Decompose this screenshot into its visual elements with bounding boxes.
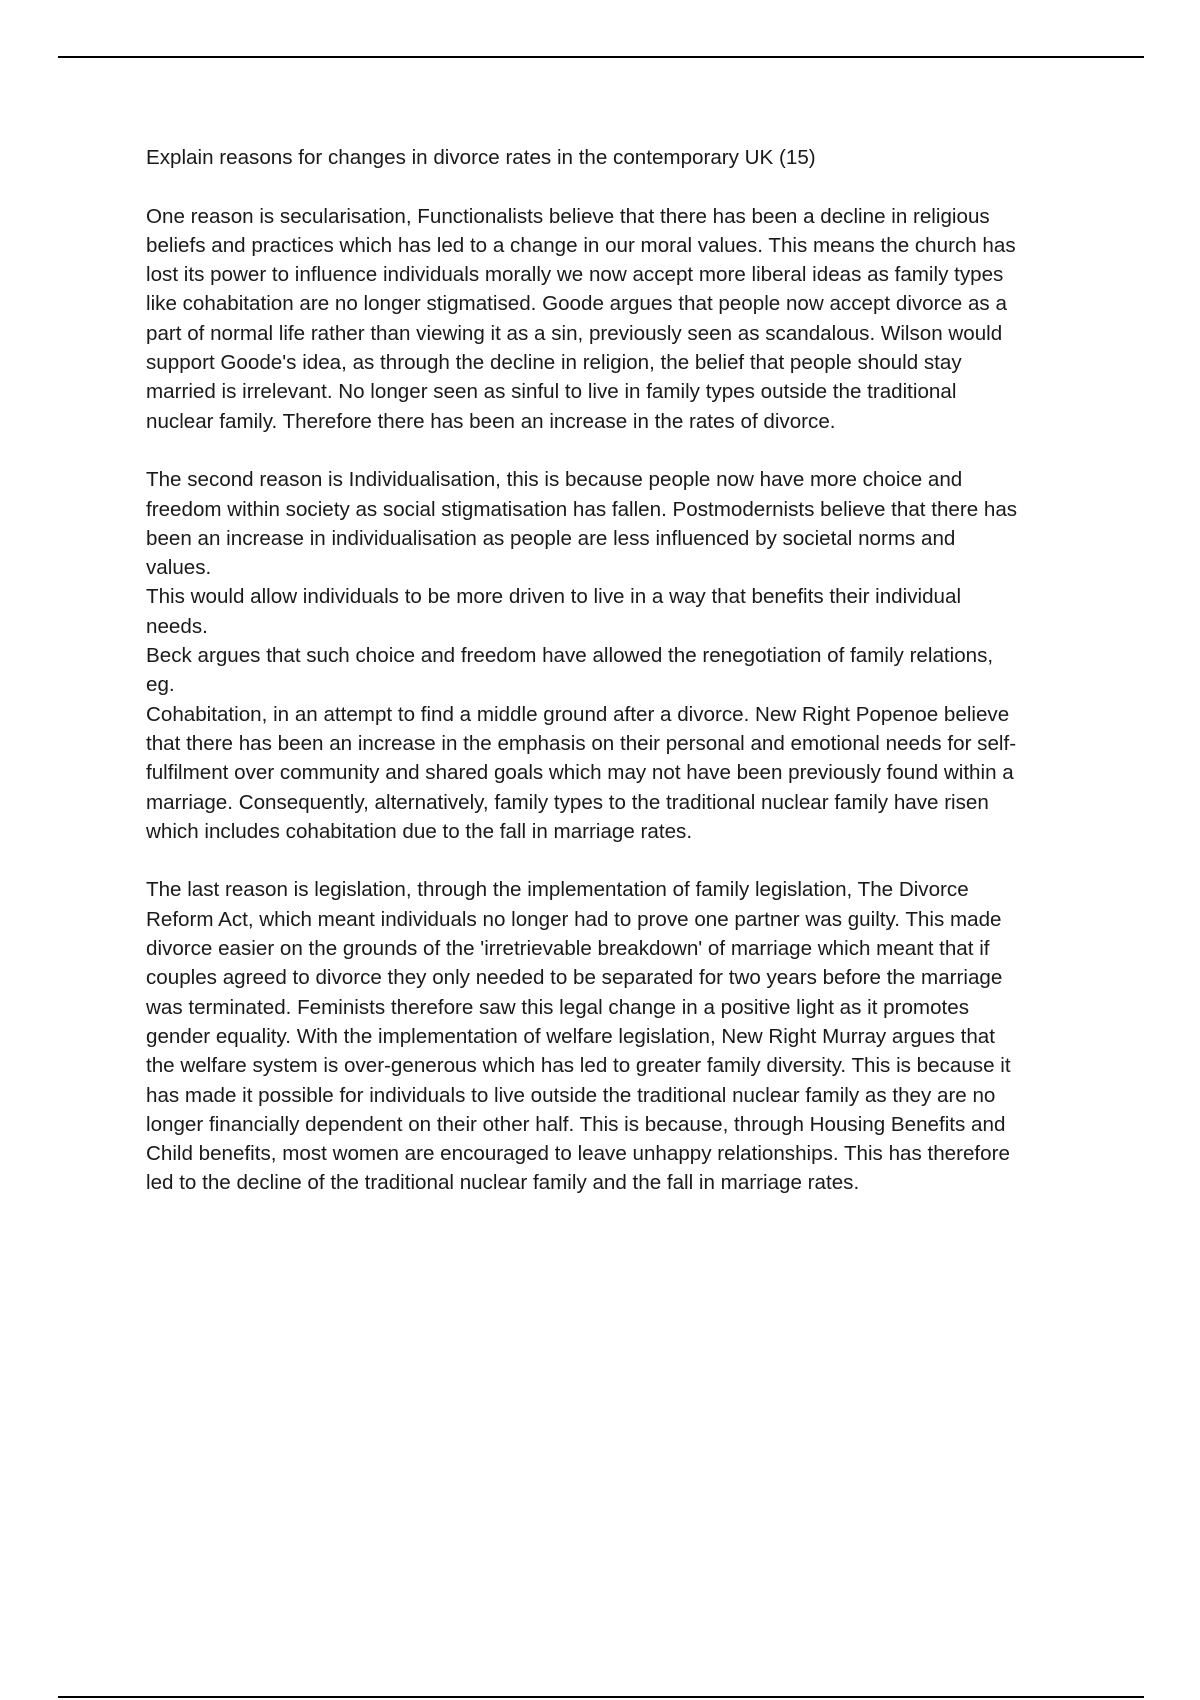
document-body [146,143,1096,1227]
top-rule [58,56,1144,58]
document-title: Explain reasons for changes in divorce rates in the contemporary UK (15) [146,146,816,169]
paragraph-legislation: The last reason is legislation, through the implementation of family legislation, The Divorce Reform Act, which meant individuals no longer had to prove one partner was guilty. This made divorce easier on the grounds of the 'irretrievable breakdown' of marriage which meant that if couples agreed to divorce they only needed to be separated for two years before the marriage was terminated. Feminists therefore saw this legal change in a positive light as it promotes gender equality. With the implementation of welfare legislation, New Right Murray argues that the welfare system is over-generous which has led to greater family diversity. This is because it has made it possible for individuals to live outside the traditional nuclear family as they are no longer financially dependent on their other half. This is because, through Housing Benefits and Child benefits, most women are encouraged to leave unhappy relationships. This has therefore led to the decline of the traditional nuclear family and the fall in marriage rates. [146,878,1011,1195]
paragraph-individualisation: The second reason is Individualisation, this is because people now have more choice and freedom within society as social stigmatisation has fallen. Postmodernists believe that there has been an increase in individualisation as people are less influenced by societal norms and values. This would allow individuals to be more driven to live in a way that benefits their individual needs. Beck argues that such choice and freedom have allowed the renegotiation of family relations, eg. Cohabitation, in an attempt to find a middle ground after a divorce. New Right Popenoe believe that there has been an increase in the emphasis on their personal and emotional needs for self- fulfilment over community and shared goals which may not have been previously found within a marriage. Consequently, alternatively, family types to the traditional nuclear family have risen which includes cohabitation due to the fall in marriage rates. [146,468,1018,843]
paragraph-secularisation: One reason is secularisation, Functionalists believe that there has been a decline in religious beliefs and practices which has led to a change in our moral values. This means the church has lost its power to influence individuals morally we now accept more liberal ideas as family types like cohabitation are no longer stigmatised. Goode argues that people now accept divorce as a part of normal life rather than viewing it as a sin, previously seen as scandalous. Wilson would support Goode's idea, as through the decline in religion, the belief that people should stay married is irrelevant. No longer seen as sinful to live in family types outside the traditional nuclear family. Therefore there has been an increase in the rates of divorce. [146,204,1016,433]
bottom-rule [58,1696,1144,1698]
